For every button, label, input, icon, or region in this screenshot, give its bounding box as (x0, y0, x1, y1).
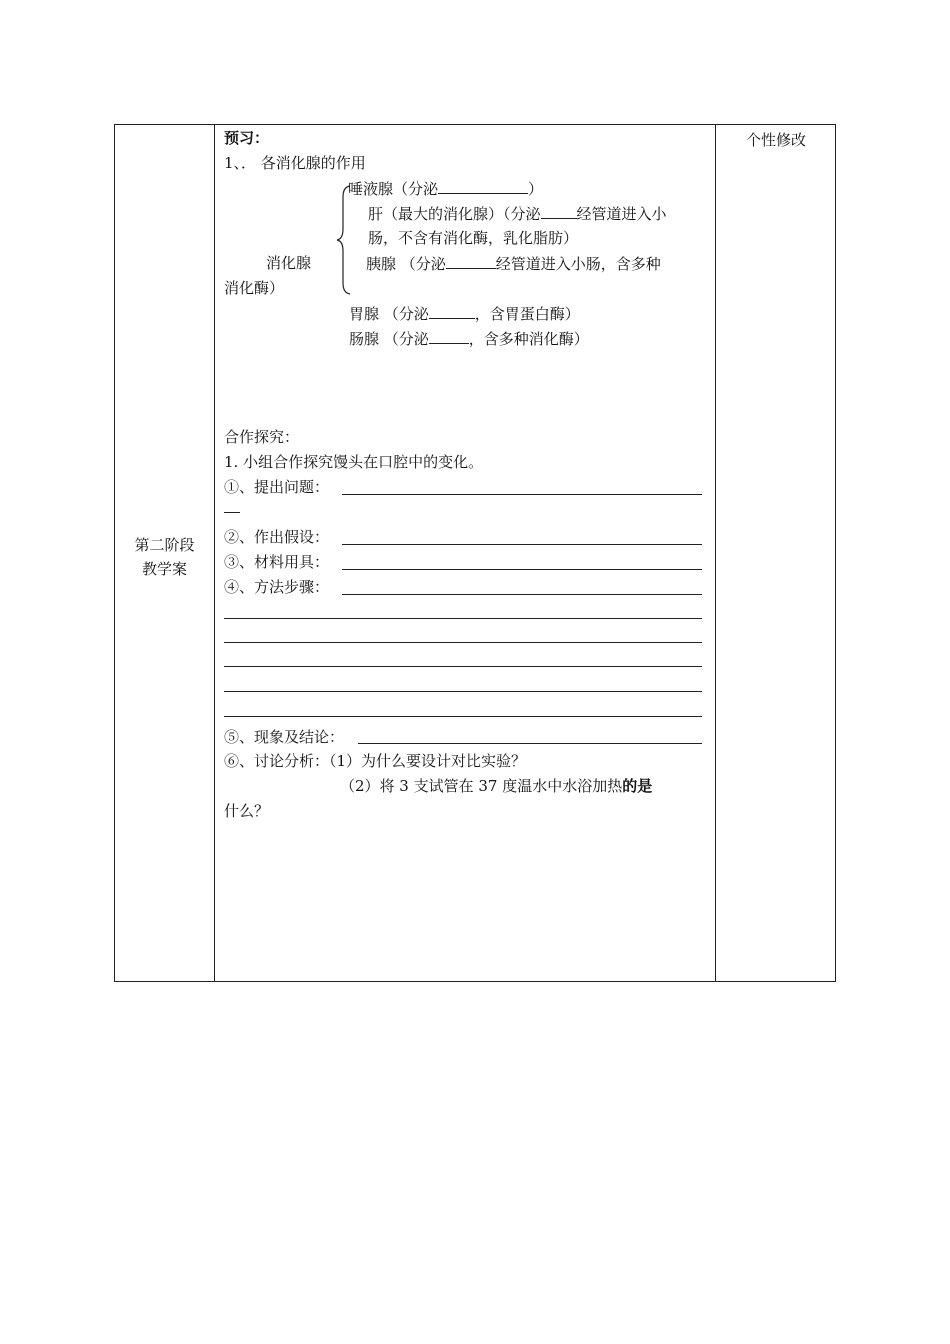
question-6: ⑥、讨论分析：（1）为什么要设计对比实验？ (224, 752, 527, 770)
pancreas-line: 胰腺 （分泌 经管道进入小肠，含多种 (366, 255, 661, 273)
question-6-part2: （2）将 3 支试管在 37 度温水中水浴加热的是 (340, 777, 653, 795)
fill-blank[interactable] (429, 329, 469, 344)
preview-heading: 预习： (224, 129, 270, 147)
stage-label-line1: 第二阶段 (134, 536, 195, 554)
liver-line2: 肠，不含有消化酶，乳化脂肪） (368, 229, 579, 247)
digestive-gland-label: 消化腺 (266, 254, 312, 272)
question-6-part2-wrap: 什么？ (224, 802, 270, 820)
fill-blank[interactable] (446, 254, 496, 269)
fill-blank[interactable] (429, 304, 475, 319)
salivary-gland: 唾液腺（分泌 ） (348, 180, 544, 198)
answer-line[interactable] (224, 618, 702, 619)
question-3: ③、材料用具： (224, 553, 330, 571)
stage-label (115, 533, 214, 581)
brace-icon (336, 185, 352, 295)
answer-line[interactable] (224, 716, 702, 717)
answer-line[interactable] (342, 544, 702, 545)
column-divider (715, 125, 716, 981)
question-5: ⑤、现象及结论： (224, 728, 345, 746)
inquiry-item1: 1. 小组合作探究馒头在口腔中的变化。 (224, 453, 484, 471)
liver-line1: 肝（最大的消化腺）（分泌 经管道进入小 (368, 205, 667, 223)
inquiry-heading: 合作探究： (224, 428, 300, 446)
answer-line[interactable] (224, 642, 702, 643)
item1-title: 1、． 各消化腺的作用 (224, 154, 366, 172)
enzymes-wrap: 消化酶） (224, 279, 285, 297)
answer-line[interactable] (342, 494, 702, 495)
fill-blank[interactable] (541, 204, 577, 219)
stage-label-line2: 教学案 (141, 560, 187, 578)
answer-line[interactable] (224, 512, 240, 513)
answer-line[interactable] (342, 569, 702, 570)
question-2: ②、作出假设： (224, 528, 330, 546)
question-1: ①、提出问题： (224, 478, 330, 496)
answer-line[interactable] (342, 594, 702, 595)
answer-line[interactable] (224, 691, 702, 692)
column-divider (214, 125, 215, 981)
question-4: ④、方法步骤： (224, 578, 330, 596)
lesson-table (114, 124, 836, 982)
fill-blank[interactable] (438, 179, 528, 194)
gastric-gland: 胃腺 （分泌 ，含胃蛋白酶） (349, 305, 580, 323)
intestinal-gland: 肠腺 （分泌 ，含多种消化酶） (349, 330, 589, 348)
answer-line[interactable] (358, 743, 702, 744)
notes-header: 个性修改 (745, 131, 806, 149)
answer-line[interactable] (224, 666, 702, 667)
